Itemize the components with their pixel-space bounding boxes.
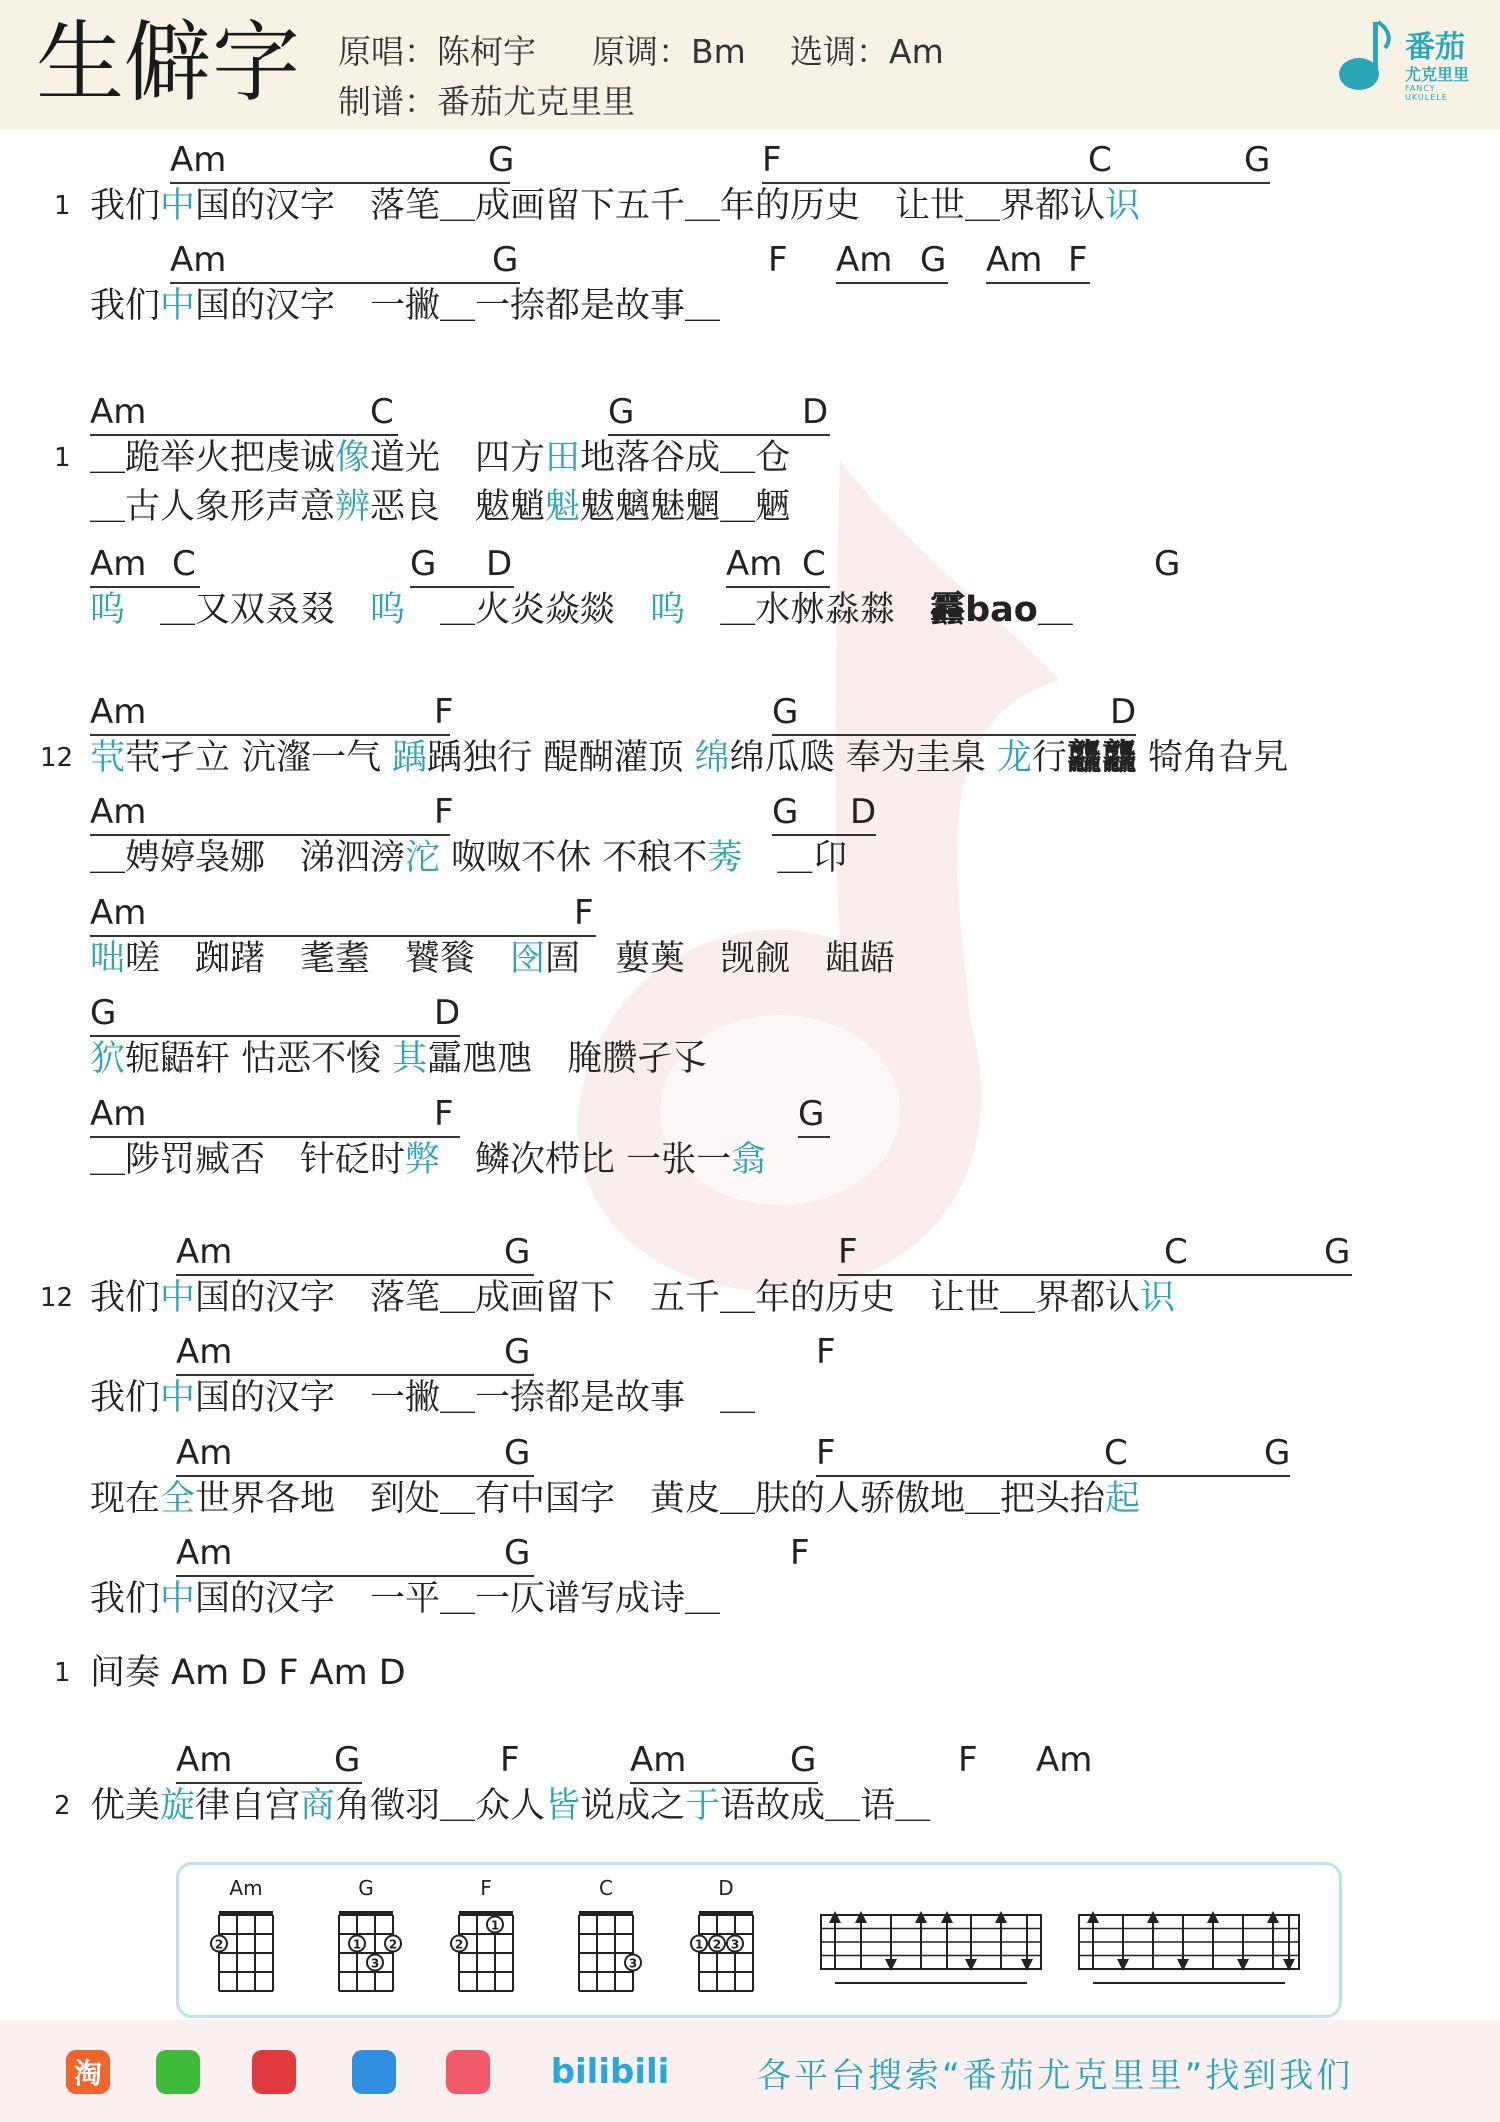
highlighted-char: 皆 (545, 1786, 581, 1826)
lyric-text: 圄 蘡薁 觊觎 龃龉 (545, 939, 896, 979)
chord-diagram-name: C (599, 1876, 613, 1900)
original-key: 原调：Bm (592, 32, 746, 71)
lyric-text: 行 (1031, 738, 1067, 778)
chord-symbol: C (1104, 1433, 1128, 1473)
chord-symbol: F (500, 1740, 520, 1780)
highlighted-char: 中 (160, 1278, 196, 1318)
chord-symbol: Am (90, 893, 147, 933)
highlighted-char: 识 (1105, 186, 1141, 226)
chord-symbol: F (838, 1232, 858, 1272)
chord-symbol: C (1164, 1232, 1188, 1272)
highlighted-char: 翕 (731, 1140, 767, 1180)
chord-symbol: G (920, 240, 947, 280)
chord-nut (699, 1911, 753, 1916)
highlighted-char: 旋 (160, 1786, 196, 1826)
chord-symbol: F (1068, 240, 1088, 280)
lyric-text: ＿陟罚臧否 针砭时 (90, 1140, 406, 1180)
lyric-line (90, 184, 1140, 228)
highlighted-char: 魁 (545, 487, 581, 527)
strum-arrow-icon (915, 1911, 927, 1923)
highlighted-char: 中 (160, 1378, 196, 1418)
lyric-text: 鳞次栉比 一张一 (440, 1140, 732, 1180)
brand-en: FANCY UKULELE (1405, 84, 1448, 102)
line-number: 12 (40, 1283, 74, 1313)
finger-number: 3 (730, 1937, 740, 1952)
chord-symbol: F (762, 140, 782, 180)
taobao-icon[interactable]: 淘 (66, 2050, 110, 2094)
chord-symbol: Am (1036, 1740, 1093, 1780)
chord-symbol: Am (176, 1433, 233, 1473)
highlighted-char: 呜 (90, 590, 126, 630)
highlighted-char: 龙 (996, 738, 1032, 778)
highlighted-char: 咄 (90, 939, 126, 979)
chord-symbol: G (334, 1740, 361, 1780)
lyric-text: 语故成＿语＿ (720, 1786, 931, 1826)
lyric-text: 世界各地 到处＿有中国字 黄皮＿肤的人骄傲地＿把头抬 (195, 1479, 1106, 1519)
chosen-key: 选调：Am (790, 32, 944, 71)
lyric-text: 茕孑立 沆瀣一气 (125, 738, 393, 778)
chord-symbol: F (574, 893, 594, 933)
lyric-text: ＿火炎焱燚 (405, 590, 651, 630)
chord-diagram-name: F (480, 1876, 492, 1900)
highlighted-char: 绵 (694, 738, 730, 778)
highlighted-char: 像 (335, 438, 371, 478)
lyric-text: 国的汉字 落笔＿成画留下五千＿年的历史 让世＿界都认 (195, 186, 1106, 226)
lyric-line (90, 436, 790, 480)
lyric-line (90, 284, 720, 328)
finger-number: 3 (370, 1956, 380, 1971)
lyric-text: 我们 (90, 1278, 161, 1318)
chord-symbol: D (802, 392, 829, 432)
chord-symbol: D (1110, 692, 1137, 732)
chord-symbol: Am (170, 140, 227, 180)
chord-symbol: F (434, 692, 454, 732)
lyric-text: 魃魑魅魍＿魉 (580, 487, 791, 527)
chord-symbol: G (1324, 1232, 1351, 1272)
chord-symbol: G (798, 1094, 825, 1134)
chord-symbol: Am (986, 240, 1043, 280)
footer-bar (0, 2020, 1500, 2122)
highlighted-char: 弊 (405, 1140, 441, 1180)
highlighted-char: 呜 (370, 590, 406, 630)
lyric-text: 靁虺虺 腌臜孑孓 (427, 1039, 708, 1079)
chord-symbol: Am (176, 1332, 233, 1372)
lyric-text: ＿古人象形声意 (90, 487, 336, 527)
highlighted-char: 踽 (392, 738, 428, 778)
chord-symbol: G (492, 240, 519, 280)
song-sheet (0, 130, 1500, 1850)
strum-arrow-icon (829, 1911, 841, 1923)
lyric-text: 我们 (90, 186, 161, 226)
lyric-text: 呶呶不休 不稂不 (440, 838, 708, 878)
chord-symbol: D (434, 993, 461, 1033)
chord-symbol: Am (90, 544, 147, 584)
weibo-icon[interactable] (252, 2050, 296, 2094)
highlighted-char: 于 (685, 1786, 721, 1826)
brand-note-icon (1335, 18, 1395, 98)
line-number: 1 (54, 443, 71, 473)
chord-symbol: G (1264, 1433, 1291, 1473)
chord-symbol: G (1154, 544, 1181, 584)
finger-number: 3 (628, 1956, 638, 1971)
highlighted-char: 沱 (405, 838, 441, 878)
line-number: 1 (54, 191, 71, 221)
lyric-text: 绵瓜瓞 奉为圭臬 (729, 738, 997, 778)
chord-symbol: G (90, 993, 117, 1033)
strum-arrow-icon (995, 1911, 1007, 1923)
lyric-text: 踽独行 醍醐灌顶 (427, 738, 695, 778)
lyric-text: 角徵羽＿众人 (335, 1786, 546, 1826)
lyric-text: 国的汉字 落笔＿成画留下 五千＿年的历史 让世＿界都认 (195, 1278, 1141, 1318)
lyric-text: 优美 (90, 1786, 161, 1826)
line-number: 1 (54, 1658, 71, 1688)
chord-diagrams-svg (179, 1865, 1339, 2015)
lyric-line (90, 1784, 930, 1828)
footer-slogan: 各平台搜索“番茄尤克里里”找到我们 (757, 2056, 1354, 2096)
lyric-text: 国的汉字 一平＿一仄谱写成诗＿ (195, 1579, 721, 1619)
brand-logo (1335, 18, 1475, 102)
lyric-text: 国的汉字 一撇＿一捺都是故事＿ (195, 286, 721, 326)
chord-symbol: Am (176, 1232, 233, 1272)
chord-nut (219, 1911, 273, 1916)
lyric-line (90, 1138, 766, 1182)
chord-symbol: Am (90, 692, 147, 732)
lyric-text: 说成之 (580, 1786, 686, 1826)
highlighted-char: 狖 (90, 1039, 126, 1079)
chord-diagram-name: D (718, 1876, 734, 1900)
highlighted-char: 中 (160, 186, 196, 226)
chord-symbol: Am (90, 792, 147, 832)
bilibili-icon[interactable]: bilibili (550, 2052, 670, 2092)
strum-arrow-icon (1147, 1911, 1159, 1923)
lyric-line (90, 588, 1073, 632)
highlighted-char: 囹 (510, 939, 546, 979)
chord-symbol: G (410, 544, 437, 584)
chord-symbol: F (434, 1094, 454, 1134)
chord-symbol: C (172, 544, 196, 584)
highlighted-char: 其 (392, 1039, 428, 1079)
lyric-text: 道光 四方 (370, 438, 546, 478)
lyric-text: ＿跪举火把虔诚 (90, 438, 336, 478)
lyric-line (90, 1651, 406, 1695)
chord-bar-line (836, 282, 948, 284)
highlighted-char: 全 (160, 1479, 196, 1519)
lyric-text: 现在 (90, 1479, 161, 1519)
song-title: 生僻字 (36, 11, 301, 114)
chord-diagram-name: G (358, 1876, 374, 1900)
highlighted-char: 莠 (707, 838, 743, 878)
strum-arrow-icon (941, 1911, 953, 1923)
chord-symbol: Am (170, 240, 227, 280)
highlighted-char: 中 (160, 286, 196, 326)
lyric-text: 犄角旮旯 (1136, 738, 1289, 778)
chord-symbol: G (1244, 140, 1271, 180)
chord-symbol: Am (630, 1740, 687, 1780)
chord-symbol: D (850, 792, 877, 832)
highlighted-char: 起 (1105, 1479, 1141, 1519)
chord-symbol: G (488, 140, 515, 180)
lyric-text: 龘龘 (1066, 738, 1137, 778)
lyric-line (90, 736, 1288, 780)
chord-nut (459, 1911, 513, 1916)
chord-symbol: G (772, 692, 799, 732)
player-icon[interactable] (352, 2050, 396, 2094)
lyric-text: 恶良 魃魈 (370, 487, 546, 527)
chord-symbol: C (1088, 140, 1112, 180)
lyric-text: 我们 (90, 1378, 161, 1418)
chord-nut (339, 1911, 393, 1916)
lyric-text: 国的汉字 一撇＿一捺都是故事 ＿ (195, 1378, 756, 1418)
chord-symbol: C (370, 392, 394, 432)
lyric-text: ＿卬 (742, 838, 848, 878)
chord-symbol: F (816, 1332, 836, 1372)
finger-number: 2 (388, 1937, 398, 1952)
original-singer: 原唱：陈柯宇 (338, 32, 536, 71)
chord-bar-line (986, 282, 1090, 284)
lyric-line (90, 1276, 1175, 1320)
chord-symbol: G (504, 1433, 531, 1473)
lyric-text: 律自宫 (195, 1786, 301, 1826)
chord-symbol: Am (836, 240, 893, 280)
finger-number: 1 (490, 1918, 500, 1933)
lyric-line (90, 1376, 755, 1420)
lyric-line (90, 485, 790, 529)
chord-symbol: Am (726, 544, 783, 584)
chord-symbol: G (772, 792, 799, 832)
strum-arrow-icon (1207, 1911, 1219, 1923)
chord-symbol: C (802, 544, 826, 584)
highlighted-char: 茕 (90, 738, 126, 778)
finger-number: 2 (454, 1937, 464, 1952)
lyric-text: ＿水沝淼㵘 (685, 590, 931, 630)
chord-symbol: F (790, 1533, 810, 1573)
lyric-line (90, 1577, 720, 1621)
highlighted-char: 呜 (650, 590, 686, 630)
strum-arrow-icon (1267, 1911, 1279, 1923)
finger-number: 2 (712, 1937, 722, 1952)
strum-arrow-icon (1087, 1911, 1099, 1923)
highlighted-char: 辨 (335, 487, 371, 527)
brand-sub: 尤克里里 (1405, 65, 1470, 84)
lyric-line (90, 937, 895, 981)
lyric-text: 我们 (90, 1579, 161, 1619)
lyric-text: 间奏 Am D F Am D (90, 1653, 406, 1693)
chord-symbol: G (790, 1740, 817, 1780)
chord-bar-line (798, 1136, 830, 1138)
lyric-text: ＿娉婷袅娜 涕泗滂 (90, 838, 406, 878)
chord-symbol: F (768, 240, 788, 280)
lyric-text: 轭鼯轩 怙恶不悛 (125, 1039, 393, 1079)
lyric-text: 我们 (90, 286, 161, 326)
chord-symbol: G (504, 1533, 531, 1573)
chord-nut (579, 1911, 633, 1916)
highlighted-char: 中 (160, 1579, 196, 1619)
highlighted-char: 识 (1140, 1278, 1176, 1318)
chord-symbol: G (608, 392, 635, 432)
chord-symbol: F (958, 1740, 978, 1780)
line-number: 12 (40, 743, 74, 773)
brand-name: 番茄 (1405, 30, 1465, 65)
chord-diagram-name: Am (229, 1876, 263, 1900)
lyric-line (90, 1477, 1140, 1521)
lyric-text: 地落谷成＿仓 (580, 438, 791, 478)
lyric-text: 䨺bao (930, 590, 1038, 630)
chord-symbol: G (504, 1232, 531, 1272)
line-number: 2 (54, 1791, 71, 1821)
chord-symbol: F (434, 792, 454, 832)
lyric-text: ＿又双叒叕 (125, 590, 371, 630)
lyric-text: ＿ (1037, 590, 1073, 630)
chord-symbol: Am (176, 1533, 233, 1573)
chord-symbol: G (504, 1332, 531, 1372)
chord-symbol: Am (90, 392, 147, 432)
strum-arrow-icon (855, 1911, 867, 1923)
chord-symbol: F (816, 1433, 836, 1473)
chord-symbol: Am (176, 1740, 233, 1780)
wechat-icon[interactable] (156, 2050, 200, 2094)
finger-number: 1 (352, 1937, 362, 1952)
highlighted-char: 田 (545, 438, 581, 478)
arranger: 制谱：番茄尤克里里 (338, 82, 635, 121)
video-icon[interactable] (446, 2050, 490, 2094)
finger-number: 2 (214, 1937, 224, 1952)
chord-diagram-panel (176, 1862, 1342, 2018)
highlighted-char: 商 (300, 1786, 336, 1826)
finger-number: 1 (694, 1937, 704, 1952)
chord-symbol: Am (90, 1094, 147, 1134)
lyric-line (90, 1037, 707, 1081)
chord-symbol: D (486, 544, 513, 584)
lyric-line (90, 836, 847, 880)
lyric-text: 嗟 踟躇 耄耋 饕餮 (125, 939, 511, 979)
